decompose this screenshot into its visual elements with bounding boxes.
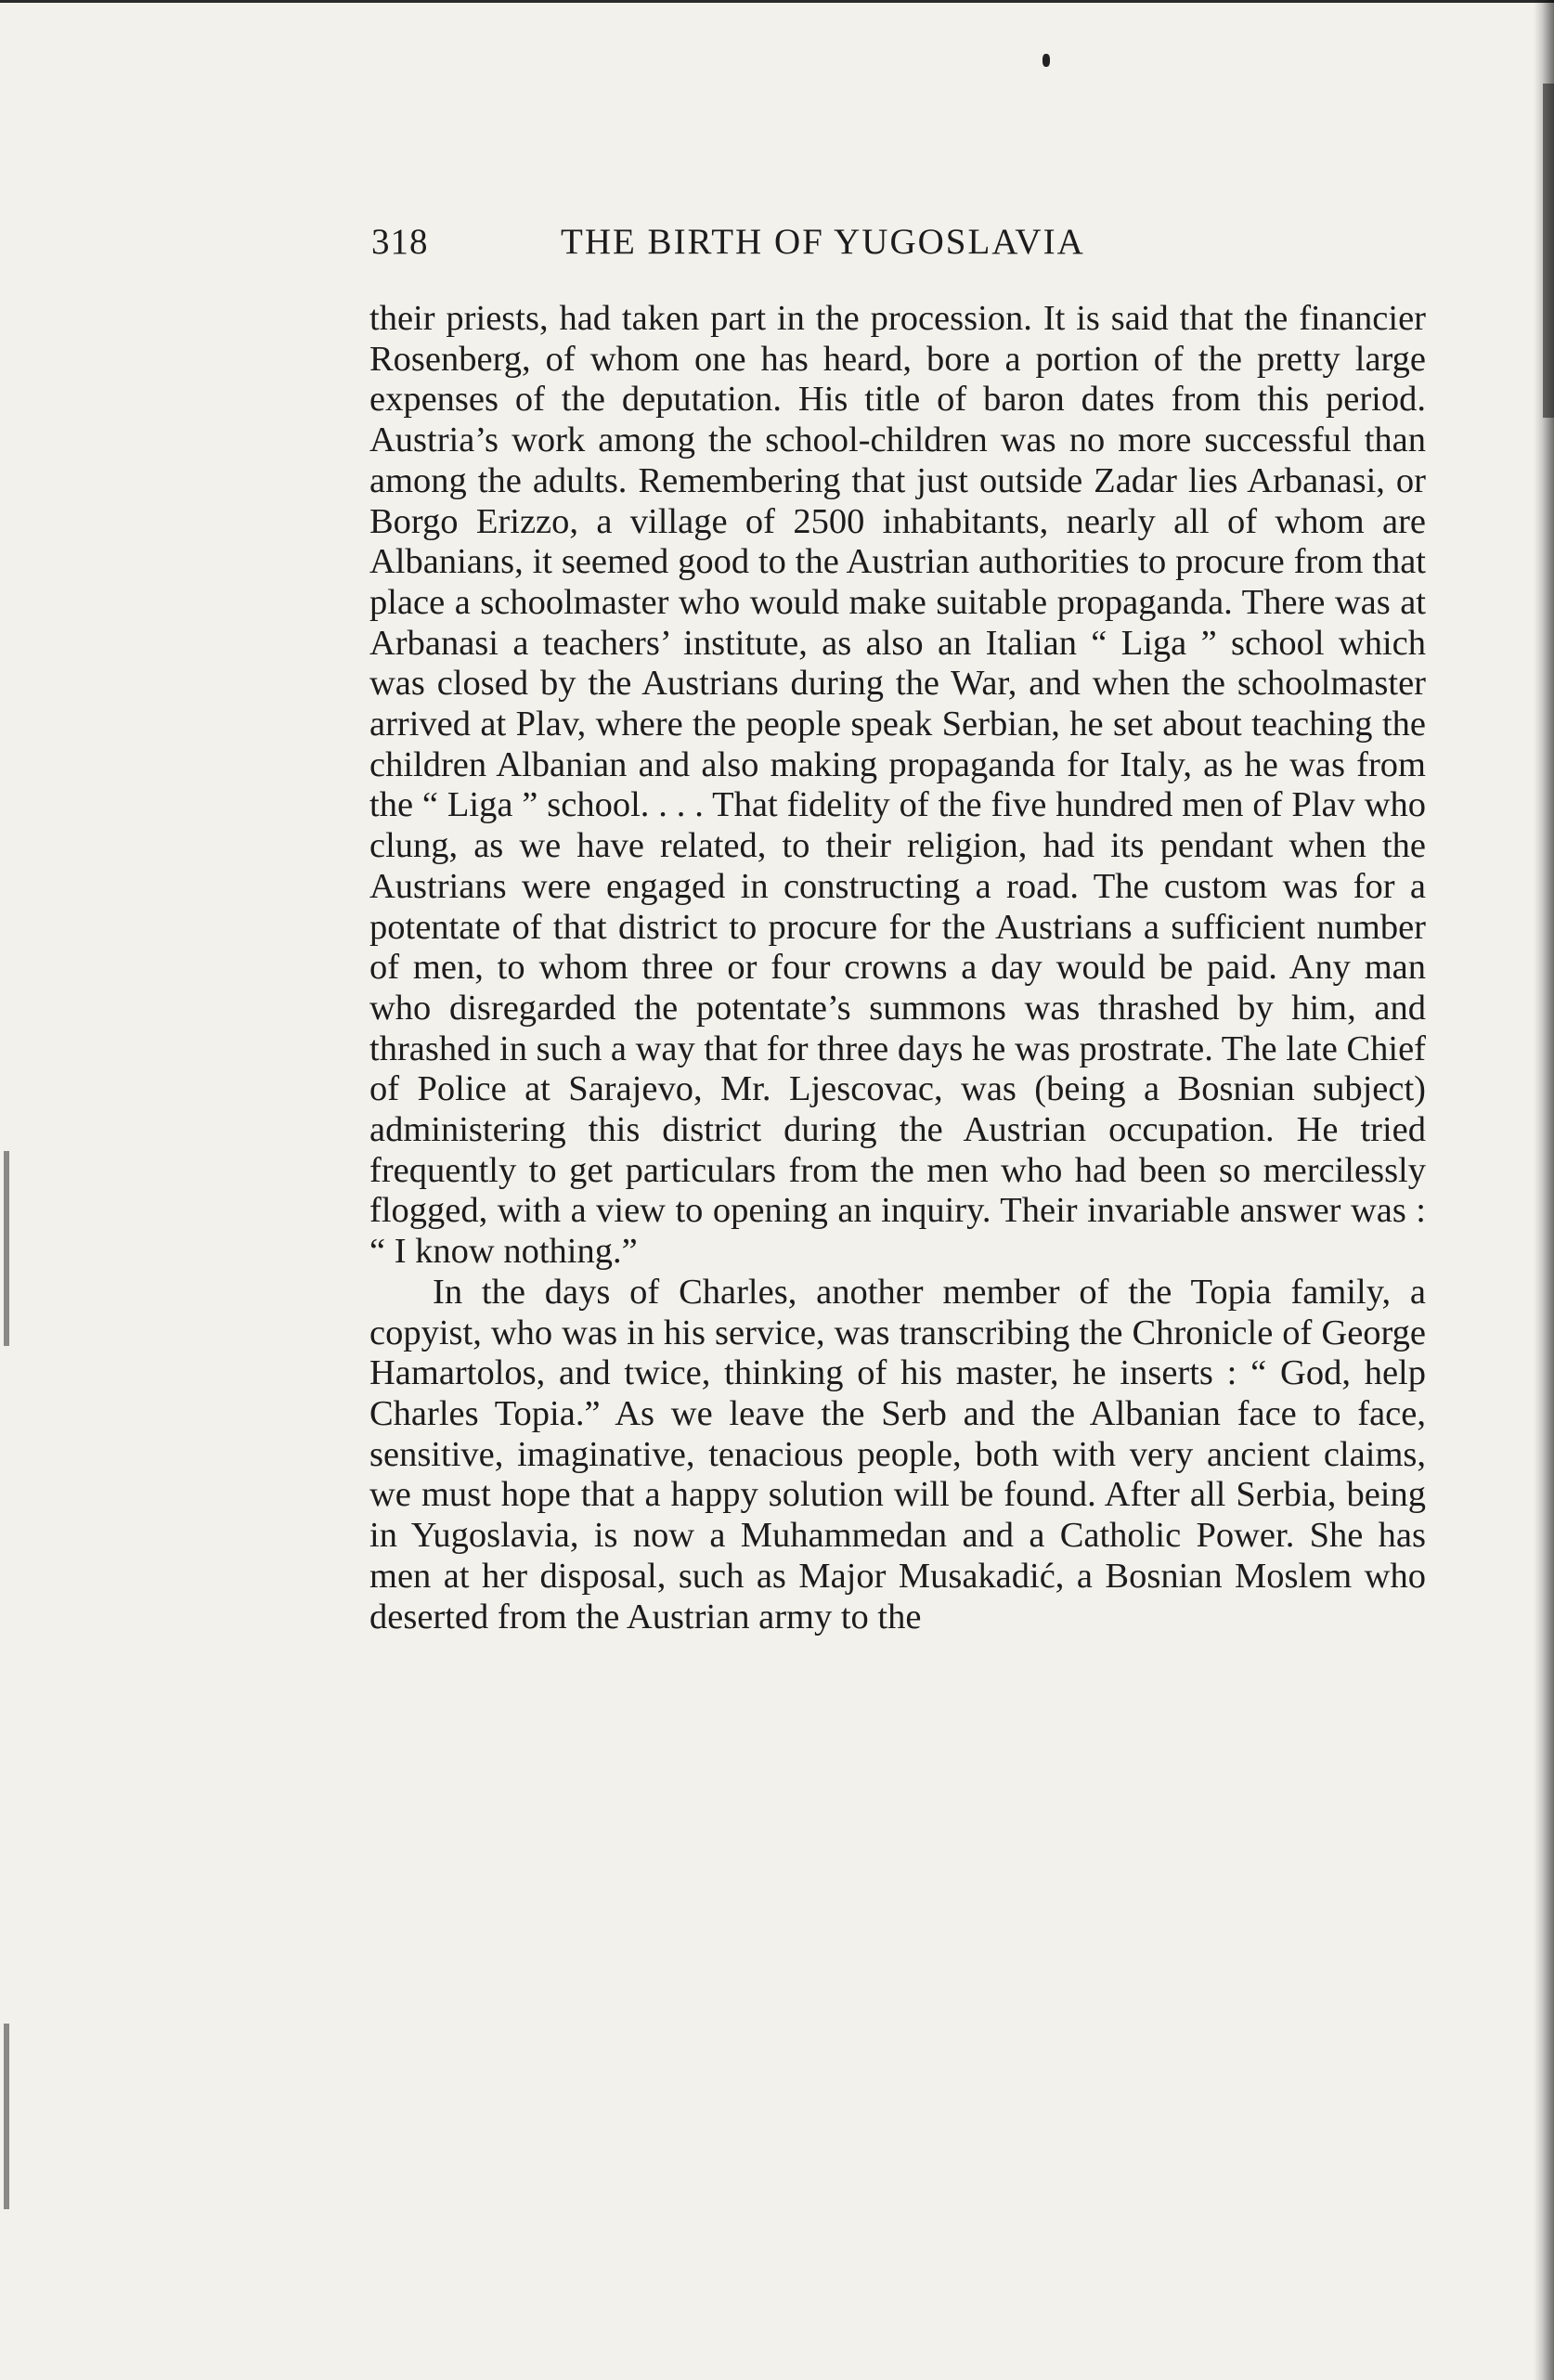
page-header [371, 221, 1430, 267]
page-number: 318 [371, 222, 429, 262]
body-text [369, 299, 1426, 1637]
running-title: THE BIRTH OF YUGOSLAVIA [561, 222, 1085, 262]
binding-mark-lower [4, 2024, 9, 2209]
page-top-edge [0, 0, 1554, 3]
binding-mark-upper [4, 1151, 9, 1346]
paragraph: their priests, had taken part in the procession. It is said that the financier Rosenberg, of whom one has heard, bore a portion of the pretty large expenses of the deputation. His title of baron dates from this period. Austria’s work among the school-children was no more successful than among the adults. Remembering that just outside Zadar lies Arbanasi, or Borgo Erizzo, a village of 2500 inhabitants, nearly all of whom are Albanians, it seemed good to the Austrian authorities to procure from that place a schoolmaster who would make suitable propaganda. There was at Arbanasi a teachers’ institute, as also an Italian “ Liga ” school which was closed by the Austrians during the War, and when the schoolmaster arrived at Plav, where the people speak Serbian, he set about teaching the children Albanian and also making propaganda for Italy, as he was from the “ Liga ” school. . . . That fidelity of the five hundred men of Plav who clung, as we have related, to their religion, had its pendant when the Austrians were engaged in constructing a road. The custom was for a potentate of that district to procure for the Austrians a sufficient number of men, to whom three or four crowns a day would be paid. Any man who disregarded the potentate’s summons was thrashed by him, and thrashed in such a way that for three days he was prostrate. The late Chief of Police at Sarajevo, Mr. Ljescovac, was (being a Bosnian subject) administering this district during the Austrian occupation. He tried frequently to get particulars from the men who had been so mercilessly flogged, with a view to opening an inquiry. Their invariable answer was : “ I know nothing.” [369, 299, 1426, 1272]
ink-speck [1042, 54, 1050, 67]
page-right-edge-dark [1543, 84, 1554, 418]
paragraph: In the days of Charles, another member of the Topia family, a copyist, who was in his service, was transcribing the Chronicle of George Hamartolos, and twice, thinking of his master, he inserts : “ God, help Charles Topia.” As we leave the Serb and the Albanian face to face, sensitive, imaginative, tenacious people, both with very ancient claims, we must hope that a happy solution will be found. After all Serbia, being in Yugoslavia, is now a Muhammedan and a Catholic Power. She has men at her disposal, such as Major Musakadić, a Bosnian Moslem who deserted from the Austrian army to the [369, 1272, 1426, 1636]
